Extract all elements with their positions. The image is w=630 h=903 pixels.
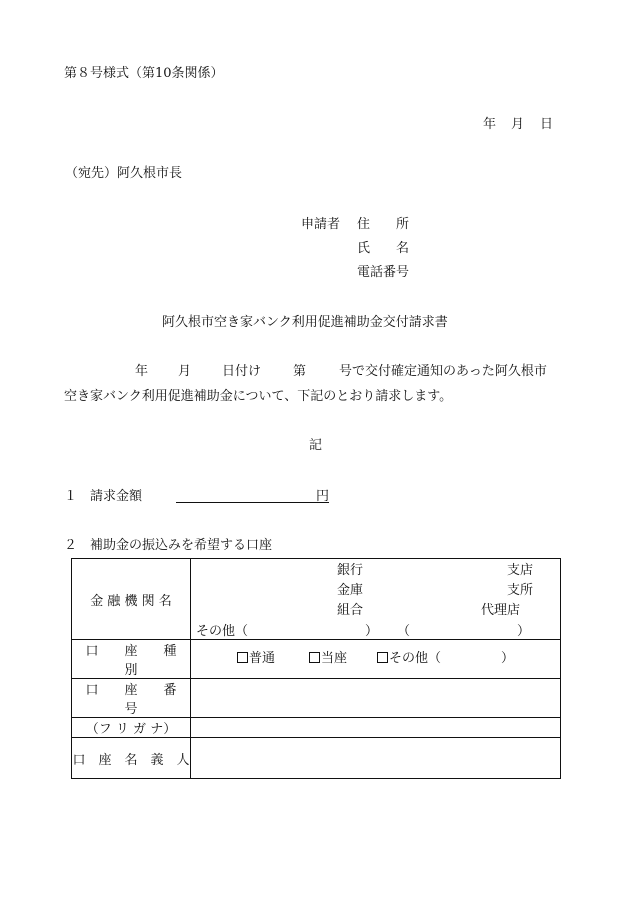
applicant-address-label: 住 所 — [357, 217, 410, 232]
body-dated: 日付け — [222, 364, 262, 379]
form-number: 第８号様式（第10条関係） — [64, 66, 224, 81]
body-number: 第 — [293, 364, 307, 379]
amount-field[interactable] — [176, 502, 329, 503]
account-type-futsu[interactable]: 普通 — [237, 652, 275, 665]
holder-value-cell[interactable] — [191, 738, 561, 779]
date-month: 月 — [511, 117, 525, 132]
body-year: 年 — [135, 364, 149, 379]
bank-account-table — [71, 558, 561, 779]
other-open2: （ — [397, 624, 411, 639]
addressee: （宛先）阿久根市長 — [65, 166, 183, 181]
date-day: 日 — [540, 117, 554, 132]
body-line2: 空き家バンク利用促進補助金について、下記のとおり請求します。 — [64, 389, 453, 404]
account-number-label-cell — [72, 679, 203, 718]
account-type-other-close: ） — [501, 651, 515, 666]
furigana-value-cell[interactable] — [191, 718, 561, 738]
section2-label: ２ 補助金の振込みを希望する口座 — [64, 538, 273, 553]
account-type-value-cell — [191, 640, 561, 679]
body-line1-text: 号で交付確定通知のあった阿久根市 — [339, 364, 547, 379]
inst-type-kumiai: 組合 — [337, 603, 364, 618]
institution-label-cell — [72, 559, 191, 640]
account-type-label: 口 座 種 別 — [85, 644, 203, 678]
other-label: その他（ — [196, 624, 249, 639]
institution-label: 金 融 機 関 名 — [90, 593, 172, 609]
branch-type-shisho: 支所 — [507, 583, 534, 598]
body-month: 月 — [178, 364, 192, 379]
holder-label: 口 座 名 義 人 — [72, 752, 190, 768]
date-year: 年 — [483, 117, 497, 132]
account-number-value-cell[interactable] — [191, 679, 561, 718]
applicant-phone-label: 電話番号 — [357, 265, 410, 280]
account-number-label: 口 座 番 号 — [85, 683, 203, 717]
applicant-name-label: 氏 名 — [357, 241, 410, 256]
account-type-label-cell — [72, 640, 203, 679]
inst-type-shinkin: 金庫 — [337, 583, 364, 598]
branch-type-shiten: 支店 — [507, 563, 534, 578]
amount-unit: 円 — [316, 489, 330, 504]
holder-label-cell — [72, 738, 191, 779]
checkbox-icon[interactable] — [237, 652, 248, 663]
account-type-other[interactable]: その他（ — [377, 652, 441, 665]
ki-heading: 記 — [309, 438, 323, 453]
branch-type-dairiten: 代理店 — [481, 603, 521, 618]
furigana-label-cell — [72, 718, 191, 738]
checkbox-icon[interactable] — [377, 652, 388, 663]
institution-value-cell[interactable] — [191, 559, 561, 640]
section1-label: １ 請求金額 — [64, 489, 143, 504]
inst-type-bank: 銀行 — [337, 563, 364, 578]
furigana-label: （フ リ ガ ナ） — [85, 722, 177, 737]
applicant-label: 申請者 — [301, 217, 341, 232]
account-type-toza[interactable]: 当座 — [309, 652, 347, 665]
other-close2: ） — [517, 624, 531, 639]
other-close: ） — [365, 624, 379, 639]
checkbox-icon[interactable] — [309, 652, 320, 663]
document-title: 阿久根市空き家バンク利用促進補助金交付請求書 — [162, 315, 448, 330]
